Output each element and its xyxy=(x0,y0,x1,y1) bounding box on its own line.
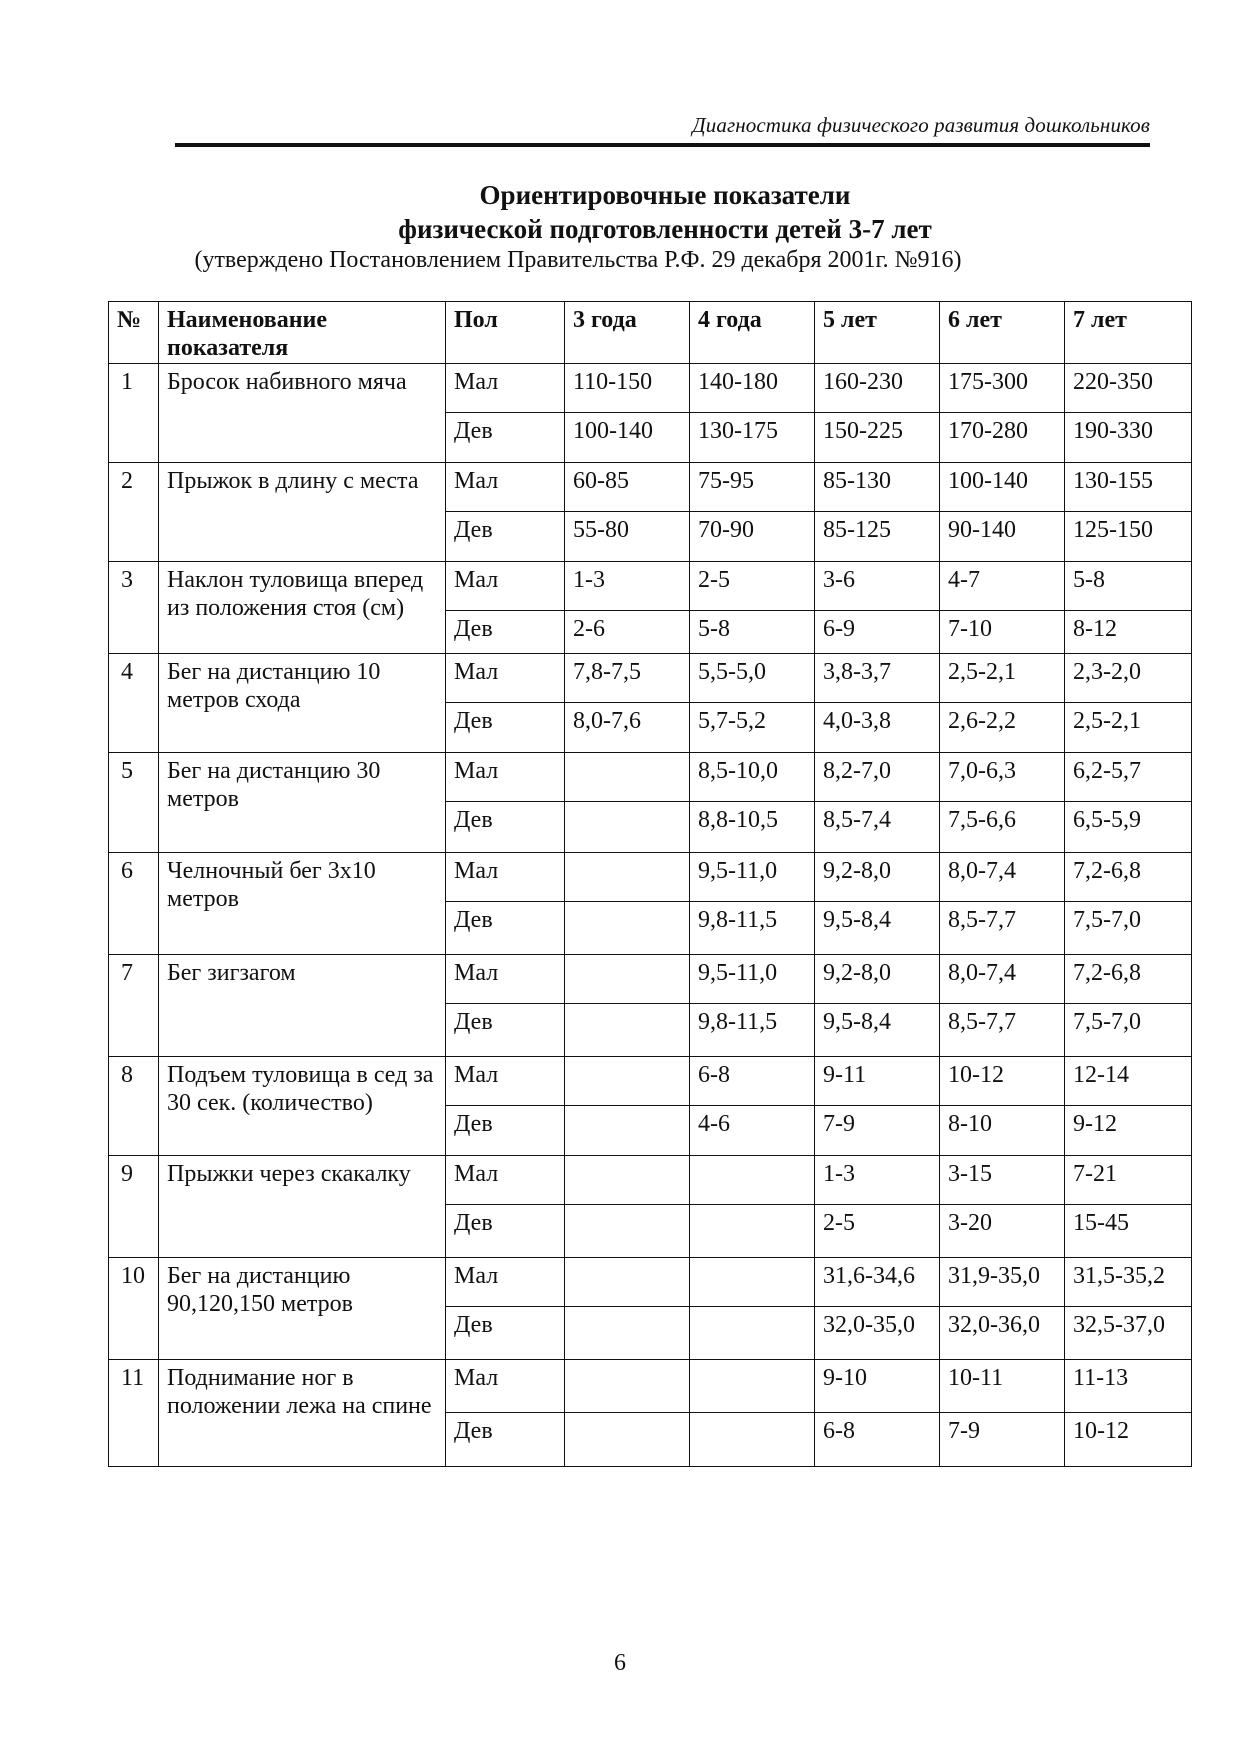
sex-boys-cell: Мал xyxy=(446,853,565,902)
value-cell-boys-age-5: 85-130 xyxy=(815,463,940,512)
value-cell-boys-age-7: 12-14 xyxy=(1065,1057,1192,1106)
value-cell-boys-age-6: 10-12 xyxy=(940,1057,1065,1106)
indicator-name: Бег на дистанцию 90,120,150 метров xyxy=(159,1258,446,1360)
table-row xyxy=(109,463,1192,512)
value-cell-girls-age-3: 55-80 xyxy=(565,512,690,562)
value-cell-boys-age-5: 1-3 xyxy=(815,1156,940,1205)
indicator-name: Бросок набивного мяча xyxy=(159,364,446,463)
indicator-name: Наклон туловища вперед из положения стоя (см) xyxy=(159,562,446,654)
value-cell-boys-age-7: 7,2-6,8 xyxy=(1065,853,1192,902)
value-cell-boys-age-3 xyxy=(565,1156,690,1205)
value-cell-boys-age-6: 2,5-2,1 xyxy=(940,654,1065,703)
sex-girls-cell: Дев xyxy=(446,802,565,853)
value-cell-girls-age-6: 7-10 xyxy=(940,611,1065,654)
value-cell-boys-age-6: 175-300 xyxy=(940,364,1065,413)
value-cell-boys-age-4: 9,5-11,0 xyxy=(690,955,815,1004)
sex-boys-cell: Мал xyxy=(446,955,565,1004)
value-cell-boys-age-6: 100-140 xyxy=(940,463,1065,512)
value-cell-boys-age-7: 6,2-5,7 xyxy=(1065,753,1192,802)
value-cell-girls-age-6: 7,5-6,6 xyxy=(940,802,1065,853)
value-cell-boys-age-6: 3-15 xyxy=(940,1156,1065,1205)
value-cell-boys-age-3 xyxy=(565,955,690,1004)
value-cell-boys-age-6: 4-7 xyxy=(940,562,1065,611)
sex-boys-cell: Мал xyxy=(446,463,565,512)
value-cell-girls-age-3 xyxy=(565,1004,690,1057)
value-cell-boys-age-7: 5-8 xyxy=(1065,562,1192,611)
value-cell-girls-age-7: 9-12 xyxy=(1065,1106,1192,1156)
value-cell-girls-age-3: 2-6 xyxy=(565,611,690,654)
row-number: 2 xyxy=(109,463,159,562)
header-age-3: 3 года xyxy=(565,302,690,364)
value-cell-girls-age-4: 70-90 xyxy=(690,512,815,562)
value-cell-boys-age-5: 9,2-8,0 xyxy=(815,955,940,1004)
row-number: 10 xyxy=(109,1258,159,1360)
value-cell-girls-age-3 xyxy=(565,1106,690,1156)
value-cell-girls-age-5: 7-9 xyxy=(815,1106,940,1156)
table-row xyxy=(109,753,1192,802)
indicator-name: Бег на дистанцию 30 метров xyxy=(159,753,446,853)
sex-boys-cell: Мал xyxy=(446,364,565,413)
value-cell-girls-age-4 xyxy=(690,1307,815,1360)
row-number: 4 xyxy=(109,654,159,753)
value-cell-girls-age-6: 170-280 xyxy=(940,413,1065,463)
sex-girls-cell: Дев xyxy=(446,902,565,955)
value-cell-girls-age-7: 7,5-7,0 xyxy=(1065,902,1192,955)
table-body xyxy=(109,364,1192,1467)
sex-boys-cell: Мал xyxy=(446,654,565,703)
value-cell-boys-age-5: 8,2-7,0 xyxy=(815,753,940,802)
value-cell-girls-age-3 xyxy=(565,902,690,955)
value-cell-girls-age-5: 4,0-3,8 xyxy=(815,703,940,753)
value-cell-girls-age-6: 8,5-7,7 xyxy=(940,902,1065,955)
sex-girls-cell: Дев xyxy=(446,1004,565,1057)
value-cell-girls-age-3: 8,0-7,6 xyxy=(565,703,690,753)
value-cell-boys-age-3: 60-85 xyxy=(565,463,690,512)
value-cell-boys-age-5: 160-230 xyxy=(815,364,940,413)
value-cell-boys-age-6: 8,0-7,4 xyxy=(940,955,1065,1004)
table-row xyxy=(109,1156,1192,1205)
header-age-5: 5 лет xyxy=(815,302,940,364)
value-cell-girls-age-4: 9,8-11,5 xyxy=(690,902,815,955)
sex-girls-cell: Дев xyxy=(446,1413,565,1467)
value-cell-girls-age-5: 2-5 xyxy=(815,1205,940,1258)
value-cell-girls-age-7: 125-150 xyxy=(1065,512,1192,562)
header-indicator-name: Наименование показателя xyxy=(159,302,446,364)
value-cell-boys-age-3: 110-150 xyxy=(565,364,690,413)
value-cell-girls-age-7: 6,5-5,9 xyxy=(1065,802,1192,853)
value-cell-boys-age-3 xyxy=(565,1057,690,1106)
sex-boys-cell: Мал xyxy=(446,1156,565,1205)
value-cell-girls-age-7: 7,5-7,0 xyxy=(1065,1004,1192,1057)
page-subtitle-note: (утверждено Постановлением Правительства Р.Ф. 29 декабря 2001г. №916) xyxy=(194,247,962,273)
header-sex: Пол xyxy=(446,302,565,364)
value-cell-girls-age-6: 90-140 xyxy=(940,512,1065,562)
indicator-name: Прыжки через скакалку xyxy=(159,1156,446,1258)
sex-girls-cell: Дев xyxy=(446,1106,565,1156)
table-row xyxy=(109,1360,1192,1413)
value-cell-boys-age-5: 31,6-34,6 xyxy=(815,1258,940,1307)
value-cell-boys-age-3 xyxy=(565,853,690,902)
value-cell-girls-age-6: 32,0-36,0 xyxy=(940,1307,1065,1360)
value-cell-girls-age-3 xyxy=(565,1413,690,1467)
sex-boys-cell: Мал xyxy=(446,753,565,802)
value-cell-boys-age-3 xyxy=(565,1258,690,1307)
table-row xyxy=(109,1057,1192,1106)
value-cell-boys-age-6: 8,0-7,4 xyxy=(940,853,1065,902)
value-cell-girls-age-7: 8-12 xyxy=(1065,611,1192,654)
header-number: № xyxy=(109,302,159,364)
value-cell-girls-age-5: 6-8 xyxy=(815,1413,940,1467)
sex-boys-cell: Мал xyxy=(446,1057,565,1106)
value-cell-girls-age-5: 32,0-35,0 xyxy=(815,1307,940,1360)
value-cell-boys-age-5: 9-10 xyxy=(815,1360,940,1413)
value-cell-boys-age-7: 2,3-2,0 xyxy=(1065,654,1192,703)
value-cell-boys-age-6: 10-11 xyxy=(940,1360,1065,1413)
value-cell-girls-age-4 xyxy=(690,1413,815,1467)
value-cell-boys-age-4: 6-8 xyxy=(690,1057,815,1106)
header-age-4: 4 года xyxy=(690,302,815,364)
page-title-line-1: Ориентировочные показатели xyxy=(479,180,851,210)
value-cell-girls-age-4: 5-8 xyxy=(690,611,815,654)
value-cell-girls-age-6: 7-9 xyxy=(940,1413,1065,1467)
value-cell-boys-age-4: 2-5 xyxy=(690,562,815,611)
sex-boys-cell: Мал xyxy=(446,562,565,611)
value-cell-girls-age-6: 3-20 xyxy=(940,1205,1065,1258)
value-cell-girls-age-4: 130-175 xyxy=(690,413,815,463)
table-row xyxy=(109,955,1192,1004)
indicator-name: Челночный бег 3х10 метров xyxy=(159,853,446,955)
row-number: 3 xyxy=(109,562,159,654)
value-cell-boys-age-3 xyxy=(565,1360,690,1413)
table-row xyxy=(109,562,1192,611)
running-header: Диагностика физического развития дошкольников xyxy=(692,113,1150,137)
value-cell-girls-age-7: 15-45 xyxy=(1065,1205,1192,1258)
sex-girls-cell: Дев xyxy=(446,611,565,654)
header-rule xyxy=(175,143,1150,147)
value-cell-boys-age-5: 9,2-8,0 xyxy=(815,853,940,902)
value-cell-girls-age-5: 150-225 xyxy=(815,413,940,463)
value-cell-boys-age-4 xyxy=(690,1156,815,1205)
page-number: 6 xyxy=(614,1650,626,1676)
table-row xyxy=(109,1258,1192,1307)
value-cell-boys-age-7: 7,2-6,8 xyxy=(1065,955,1192,1004)
value-cell-boys-age-4: 5,5-5,0 xyxy=(690,654,815,703)
table-row xyxy=(109,364,1192,413)
row-number: 9 xyxy=(109,1156,159,1258)
indicator-name: Бег на дистанцию 10 метров схода xyxy=(159,654,446,753)
value-cell-boys-age-4: 9,5-11,0 xyxy=(690,853,815,902)
value-cell-boys-age-5: 3-6 xyxy=(815,562,940,611)
value-cell-girls-age-4 xyxy=(690,1205,815,1258)
value-cell-boys-age-3: 1-3 xyxy=(565,562,690,611)
row-number: 7 xyxy=(109,955,159,1057)
value-cell-boys-age-7: 31,5-35,2 xyxy=(1065,1258,1192,1307)
value-cell-boys-age-5: 3,8-3,7 xyxy=(815,654,940,703)
value-cell-girls-age-6: 8-10 xyxy=(940,1106,1065,1156)
sex-girls-cell: Дев xyxy=(446,1205,565,1258)
table-row xyxy=(109,654,1192,703)
value-cell-girls-age-7: 10-12 xyxy=(1065,1413,1192,1467)
value-cell-girls-age-5: 8,5-7,4 xyxy=(815,802,940,853)
indicator-name: Прыжок в длину с места xyxy=(159,463,446,562)
value-cell-girls-age-4: 4-6 xyxy=(690,1106,815,1156)
value-cell-boys-age-3: 7,8-7,5 xyxy=(565,654,690,703)
sex-girls-cell: Дев xyxy=(446,1307,565,1360)
value-cell-boys-age-6: 7,0-6,3 xyxy=(940,753,1065,802)
value-cell-girls-age-7: 2,5-2,1 xyxy=(1065,703,1192,753)
value-cell-girls-age-5: 9,5-8,4 xyxy=(815,1004,940,1057)
value-cell-girls-age-5: 6-9 xyxy=(815,611,940,654)
row-number: 1 xyxy=(109,364,159,463)
sex-girls-cell: Дев xyxy=(446,413,565,463)
value-cell-girls-age-5: 9,5-8,4 xyxy=(815,902,940,955)
value-cell-girls-age-3 xyxy=(565,1307,690,1360)
sex-boys-cell: Мал xyxy=(446,1258,565,1307)
table-header-row xyxy=(109,302,1192,364)
value-cell-boys-age-7: 11-13 xyxy=(1065,1360,1192,1413)
value-cell-boys-age-4: 8,5-10,0 xyxy=(690,753,815,802)
value-cell-girls-age-3 xyxy=(565,1205,690,1258)
row-number: 8 xyxy=(109,1057,159,1156)
value-cell-boys-age-6: 31,9-35,0 xyxy=(940,1258,1065,1307)
value-cell-boys-age-4: 75-95 xyxy=(690,463,815,512)
value-cell-girls-age-4: 9,8-11,5 xyxy=(690,1004,815,1057)
value-cell-boys-age-3 xyxy=(565,753,690,802)
value-cell-girls-age-3: 100-140 xyxy=(565,413,690,463)
value-cell-boys-age-7: 7-21 xyxy=(1065,1156,1192,1205)
value-cell-girls-age-6: 2,6-2,2 xyxy=(940,703,1065,753)
value-cell-girls-age-5: 85-125 xyxy=(815,512,940,562)
value-cell-girls-age-3 xyxy=(565,802,690,853)
row-number: 11 xyxy=(109,1360,159,1467)
value-cell-girls-age-6: 8,5-7,7 xyxy=(940,1004,1065,1057)
row-number: 6 xyxy=(109,853,159,955)
value-cell-boys-age-5: 9-11 xyxy=(815,1057,940,1106)
sex-girls-cell: Дев xyxy=(446,703,565,753)
value-cell-girls-age-4: 8,8-10,5 xyxy=(690,802,815,853)
page-title-line-2: физической подготовленности детей 3-7 лет xyxy=(398,214,932,244)
row-number: 5 xyxy=(109,753,159,853)
indicator-name: Подъем туловища в сед за 30 сек. (количество) xyxy=(159,1057,446,1156)
sex-boys-cell: Мал xyxy=(446,1360,565,1413)
value-cell-boys-age-4 xyxy=(690,1360,815,1413)
table-row xyxy=(109,853,1192,902)
value-cell-boys-age-7: 220-350 xyxy=(1065,364,1192,413)
header-age-6: 6 лет xyxy=(940,302,1065,364)
value-cell-girls-age-7: 32,5-37,0 xyxy=(1065,1307,1192,1360)
sex-girls-cell: Дев xyxy=(446,512,565,562)
value-cell-girls-age-7: 190-330 xyxy=(1065,413,1192,463)
indicator-name: Поднимание ног в положении лежа на спине xyxy=(159,1360,446,1467)
fitness-norms-table xyxy=(108,301,1192,1467)
value-cell-girls-age-4: 5,7-5,2 xyxy=(690,703,815,753)
value-cell-boys-age-4: 140-180 xyxy=(690,364,815,413)
header-age-7: 7 лет xyxy=(1065,302,1192,364)
value-cell-boys-age-4 xyxy=(690,1258,815,1307)
value-cell-boys-age-7: 130-155 xyxy=(1065,463,1192,512)
indicator-name: Бег зигзагом xyxy=(159,955,446,1057)
